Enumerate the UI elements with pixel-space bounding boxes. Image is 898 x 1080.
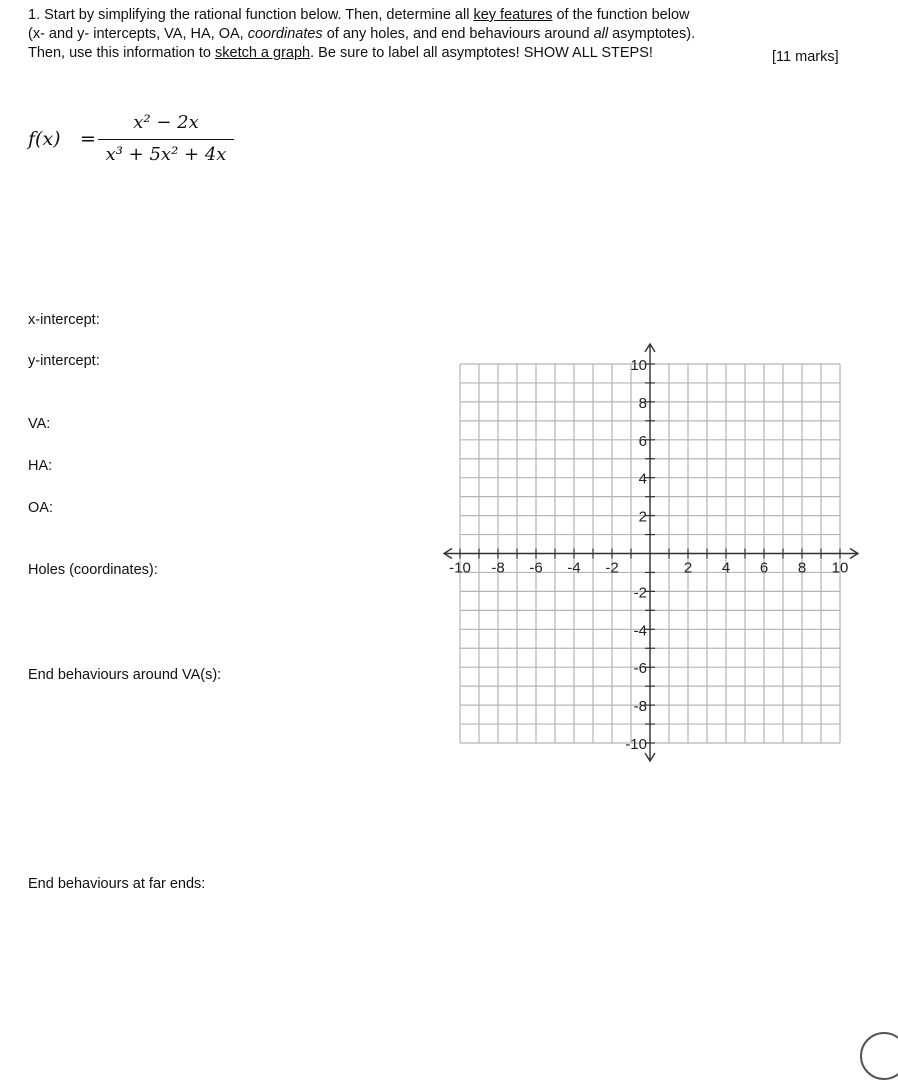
y-tick-label: 10 xyxy=(630,357,647,374)
y-tick-label: -4 xyxy=(633,622,647,640)
question-text-6: Then, use this information to xyxy=(28,45,215,61)
y-tick-label: 2 xyxy=(638,508,647,526)
ha-label: HA: xyxy=(28,458,53,474)
end-behaviours-far-label: End behaviours at far ends: xyxy=(28,876,206,892)
y-tick-label: 8 xyxy=(638,394,647,412)
y-tick-label: 6 xyxy=(638,432,647,450)
y-tick-label: -8 xyxy=(633,698,647,716)
question-text-4: of any holes, and end behaviours around xyxy=(322,26,594,42)
x-tick-label: -2 xyxy=(605,559,619,577)
y-tick-label: 4 xyxy=(638,470,647,488)
function-equals: = xyxy=(80,128,96,150)
x-tick-label: 8 xyxy=(797,559,807,577)
corner-circle-icon xyxy=(860,1032,898,1080)
x-tick-label: 10 xyxy=(831,559,849,577)
y-tick-label: -6 xyxy=(633,660,647,678)
x-tick-label: -4 xyxy=(567,559,581,577)
question-text-5: asymptotes). xyxy=(608,26,696,42)
all-emphasis: all xyxy=(593,26,609,42)
holes-label: Holes (coordinates): xyxy=(28,562,158,578)
x-tick-label: -8 xyxy=(491,559,505,577)
y-intercept-label: y-intercept: xyxy=(28,353,100,369)
oa-label: OA: xyxy=(28,500,53,516)
y-tick-label: -10 xyxy=(625,736,647,753)
x-tick-label: -10 xyxy=(449,559,471,577)
end-behaviours-va-label: End behaviours around VA(s): xyxy=(28,667,222,683)
key-features-link: key features xyxy=(473,7,553,23)
question-text-7: . Be sure to label all asymptotes! SHOW ALL STEPS! xyxy=(310,45,653,61)
function-name: f(x) xyxy=(28,128,61,150)
question-text-2: of the function below xyxy=(552,7,690,23)
x-intercept-label: x-intercept: xyxy=(28,312,100,328)
x-tick-label: 2 xyxy=(683,559,693,577)
function-numerator: x² − 2x xyxy=(133,112,199,133)
y-tick-label: -2 xyxy=(633,584,647,602)
function-denominator: x³ + 5x² + 4x xyxy=(105,144,227,165)
va-label: VA: xyxy=(28,416,51,432)
marks-label: [11 marks] xyxy=(772,49,839,65)
x-tick-label: -6 xyxy=(529,559,543,577)
question-text-1: 1. Start by simplifying the rational function below. Then, determine all xyxy=(28,7,474,23)
x-tick-label: 6 xyxy=(759,559,769,577)
question-text-3: (x- and y- intercepts, VA, HA, OA, xyxy=(28,26,248,42)
x-tick-label: 4 xyxy=(721,559,731,577)
sketch-graph-underline: sketch a graph xyxy=(215,45,311,61)
coordinates-emphasis: coordinates xyxy=(247,26,323,42)
